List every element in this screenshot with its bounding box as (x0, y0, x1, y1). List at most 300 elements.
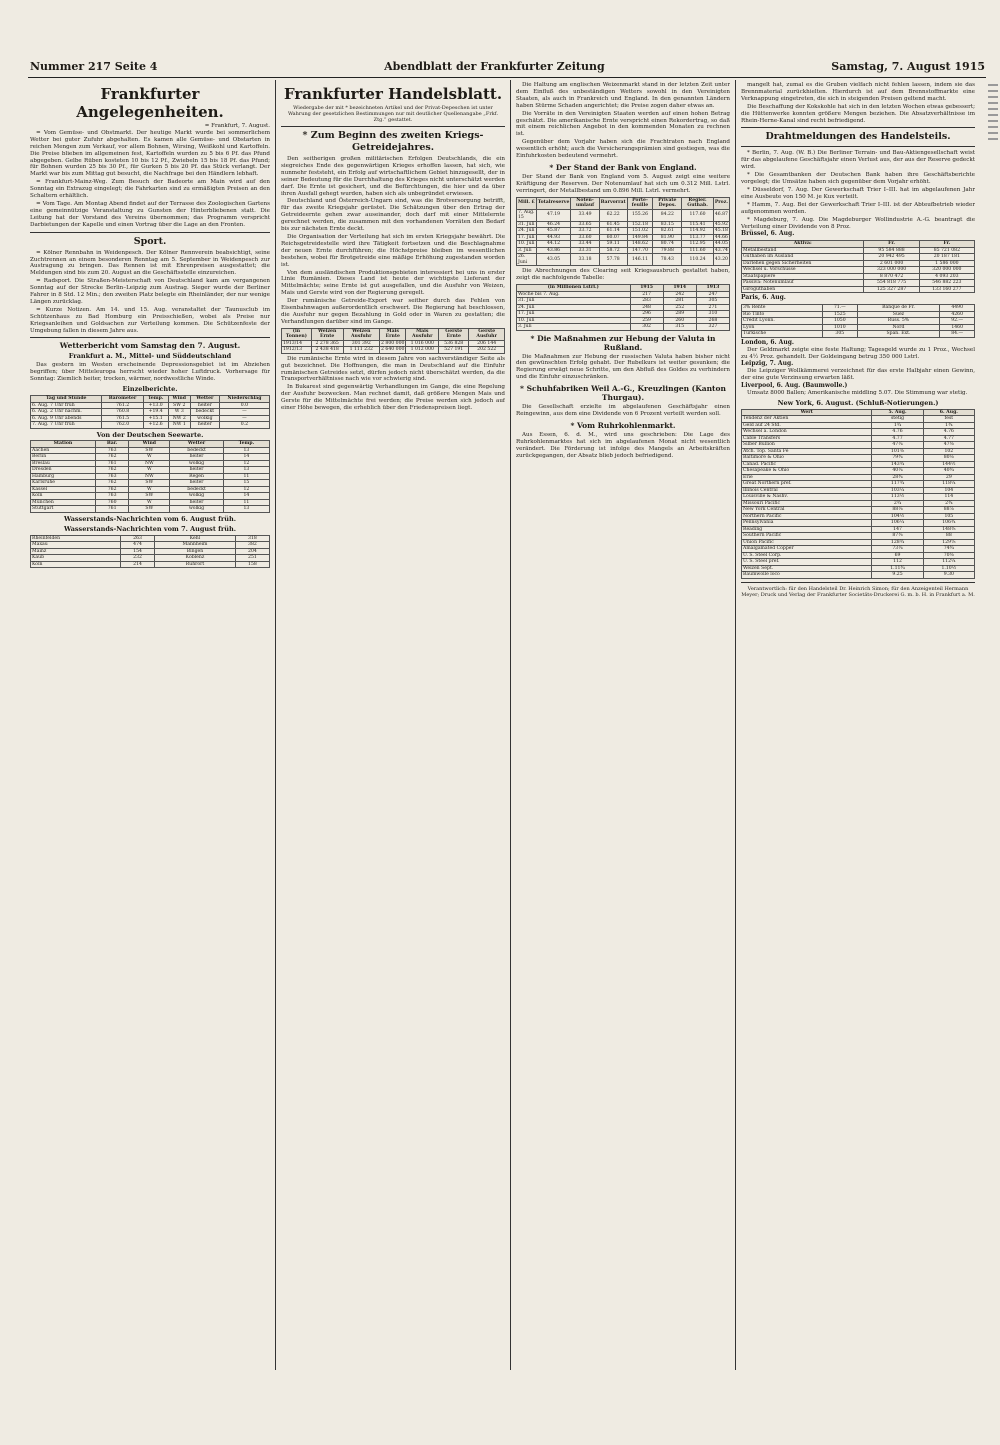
section-title: Drahtmeldungen des Handelsteils. (765, 131, 951, 143)
table-cell: 1.10½ (923, 565, 974, 572)
table-cell: 762 (95, 486, 129, 493)
table-cell: 29 (923, 474, 974, 481)
header-cell: Totalreserve (536, 197, 571, 209)
table-cell: 57.78 (599, 254, 627, 266)
table-cell: 323 000 000 (864, 267, 919, 274)
table-cell: Southern Pacific (742, 533, 872, 540)
table-cell: 144½ (923, 461, 974, 468)
header-cell: 6. Aug. (923, 409, 974, 416)
paragraph: Der Stand der Bank von England vom 5. August zeigt eine weitere Kräftigung der Reserven. Der Notenumlauf hat sich um 0.312 Mill. Lstrl. verringert, der Metallbestand um 0.896 Mill. Lstrl. vermehrt. (516, 173, 730, 194)
table-cell: 148⅜ (923, 526, 974, 533)
table-cell: 760 (95, 499, 129, 506)
paragraph: = Kölner Rennbahn in Weidenpesch. Der Kölner Rennverein beabsichtigt, seine Zuchtrennen an einem besonderen Renntag am 5. September in Weidenpesch zur Austragung zu bringen. Das Rennen ist mit Ehrenpreisen ausgestattet; die Meldungen sind bis zum 20. August an die Geschäftsstelle einzureichen. (30, 249, 270, 277)
table-cell: +15.1 (143, 415, 168, 422)
table-cell: Passiva: Notenumlauf (742, 280, 864, 287)
table-cell: W (129, 486, 170, 493)
table-cell: Tendenz der Aktien (742, 416, 872, 423)
header-cell: Station (31, 441, 96, 448)
table-cell: 7. Aug. 15 (518, 209, 535, 221)
table-cell: wolkig (170, 506, 224, 513)
table-cell: 271 (696, 304, 729, 311)
table-cell: 114.92 (682, 228, 713, 235)
table-cell: W (129, 454, 170, 461)
table-cell: 20 942 495 (864, 254, 919, 261)
table-cell: 45.87 (536, 228, 571, 235)
table-row (742, 331, 975, 338)
paper-title: Abendblatt der Frankfurter Zeitung (384, 59, 605, 73)
paragraph: Von dem ausländischen Produktionsgebieten interessiert bei uns in erster Linie Rumänien. Dieses Land ist heute der wichtigste Lieferant der Mittelmächte; seine Ernte ist gut ausgefallen, und die Ausfuhr von Weizen, Mais und Gerste wird von der Regierung geregelt. (281, 269, 505, 297)
table-cell: 214 (121, 561, 155, 568)
dateline: = Frankfurt, 7. August. (204, 123, 270, 129)
header-cell: Mais Ausfuhr (406, 328, 439, 340)
table-cell: 3. Juli (517, 247, 537, 254)
table-cell: 24. Juli (518, 228, 535, 234)
header-cell: Temp. (223, 441, 269, 448)
table-cell: Rheinfelden (31, 535, 121, 542)
table-cell: SW (129, 447, 170, 454)
table-cell: Silber Bullion (742, 442, 872, 449)
table-cell: 232 (121, 555, 155, 562)
table-cell: 20 187 181 (919, 254, 974, 261)
divider (741, 582, 975, 583)
table-cell: 113½ (872, 494, 923, 501)
header-cell: 5. Aug. (872, 409, 923, 416)
header-cell: Weizen Ernte (311, 328, 343, 340)
table-cell: 4.77 (923, 435, 974, 442)
table-cell: 105 (923, 513, 974, 520)
table-cell: 1 012 000 (406, 347, 439, 354)
table-cell: 114 (923, 494, 974, 501)
table-cell: 1 586 000 (919, 260, 974, 267)
table-cell: 6. Aug. 7 Uhr früh (31, 402, 102, 409)
paragraph: * Die Gesamtbanken der Deutschen Bank haben ihre Geschäftsberichte vorgelegt; die Umsätze haben sich gegenüber dem Vorjahr erhöht. (741, 172, 975, 186)
table-cell: Great Northern pref. (742, 481, 872, 488)
table-cell: Kassel (31, 486, 96, 493)
paragraph: * Düsseldorf, 7. Aug. Der Gewerkschaft Trier I–III. hat im abgelaufenen Jahr eine Ausbeute von 150 M. je Kux verteilt. (741, 186, 975, 200)
table-cell: 762 (95, 467, 129, 474)
section-title: Frankfurter Angelegenheiten. (76, 85, 224, 121)
divider (741, 146, 975, 147)
paragraph: Gegenüber dem Vorjahr haben sich die Frachtraten nach England wesentlich erhöht; auch die Versicherungsprämien sind gestiegen, was die Einfuhrkosten bedeutend vermehrt. (516, 139, 730, 160)
subsection-title: Liverpool, 6. Aug. (Baumwolle.) (741, 382, 848, 390)
table-cell: Missouri Pacific (742, 500, 872, 507)
table-cell: 242 (663, 291, 696, 298)
table-cell: 15 (223, 480, 269, 487)
table-cell: 125 327 287 (864, 286, 919, 293)
table-cell: 146.11 (627, 254, 653, 266)
table-cell: 318 (235, 535, 269, 542)
table-cell: 3. Juli (517, 324, 631, 331)
table-cell: 102 (923, 448, 974, 455)
table-cell: 26. Juni (517, 254, 537, 266)
table-row (517, 209, 730, 221)
table-cell: 88 (923, 533, 974, 540)
table-cell: 88⅞ (923, 507, 974, 514)
table-cell: 133 160 277 (919, 286, 974, 293)
table-cell: 78.43 (653, 254, 682, 266)
header-cell: Wind (129, 441, 170, 448)
table-cell: NW (129, 473, 170, 480)
table-cell: 81.90 (653, 234, 682, 241)
table-cell: 80.74 (653, 241, 682, 248)
header-cell: Wetter (170, 441, 224, 448)
header-cell: Niederschlag (219, 396, 269, 403)
table-cell: 84.22 (653, 209, 682, 221)
header-cell: Gerste Ausfuhr (469, 328, 505, 340)
table-cell: 305 (822, 331, 857, 338)
table-cell: 760.8 (102, 409, 143, 416)
table-cell: 1460 (940, 324, 975, 331)
paragraph: Deutschland und Österreich-Ungarn sind, was die Brotversorgung betrifft, für das zweite Kriegsjahr gerüstet. Die Schätzungen über den Ertrag der Getreideernte gehen zwar auseinander, doch darf mit einer Mittelernte gerechnet werden, die zusammen mit den vorhandenen Vorräten den Bedarf bis zur nächsten Ernte deckt. (281, 198, 505, 233)
table-cell: 45.92 (714, 221, 728, 227)
paragraph: In Bukarest sind gegenwärtig Verhandlungen im Gange, die eine Regelung der Ausfuhr bezwecken. Man rechnet damit, daß größere Mengen Mais und Gerste für die Mittelmächte frei werden; die Preise werden sich jedoch auf einer Höhe bewegen, die erheblich über den Friedenspreisen liegt. (281, 384, 505, 412)
table-cell: 2 438 418 (311, 347, 343, 354)
table-cell: — (219, 409, 269, 416)
table-cell: 45.18 (714, 228, 728, 234)
table-cell: 1.11¾ (872, 565, 923, 572)
table-cell: +19.4 (143, 409, 168, 416)
table-cell: 762 (95, 480, 129, 487)
table-cell: 11 (223, 499, 269, 506)
paragraph: Die Leipziger Wollkämmerei verzeichnet für das erste Halbjahr einen Gewinn, der eine gute Verzinsung erwarten läßt. (741, 368, 975, 382)
divider (741, 127, 975, 128)
table-cell: 762 (95, 454, 129, 461)
paragraph: = Vom Tage. Am Montag Abend findet auf der Terrasse des Zoologischen Gartens eine gemeinnützige Veranstaltung zu Gunsten der Hinterbliebenen statt. Die Leitung hat der Vorstand des Vereins übernommen; das Programm verspricht Darbietungen der Kapelle und einen Vortrag über die Lage an den Fronten. (30, 200, 270, 228)
table-cell: U. S. Steel pref. (742, 559, 872, 566)
header-cell: 1914 (663, 285, 696, 292)
table-cell: Cable Transfers (742, 435, 872, 442)
table-cell: heiter (190, 422, 219, 429)
table-cell: 112 (872, 559, 923, 566)
table-cell: 289 (663, 311, 696, 318)
table-cell: 43.74 (714, 247, 728, 253)
table-cell: 761.5 (102, 415, 143, 422)
table-cell: 87⅜ (872, 533, 923, 540)
table-cell: 113.77 (682, 234, 713, 241)
table-cell: 536 828 (439, 340, 469, 347)
table-cell: 259 (630, 317, 663, 324)
table-cell: 80⅛ (923, 455, 974, 462)
table-cell: 763 (95, 493, 129, 500)
divider (281, 126, 505, 127)
table-cell: 104½ (872, 513, 923, 520)
table-cell: 83.15 (653, 221, 682, 228)
table-cell: 4 093 203 (919, 273, 974, 280)
table-cell: 31. Juli (518, 221, 535, 227)
table-cell: 31. Juli (517, 298, 631, 305)
table-title: Einzelberichte. (122, 385, 178, 394)
table-cell: 247 (696, 291, 729, 298)
table-cell: 12 (223, 460, 269, 467)
harvest-table (281, 328, 505, 354)
header-cell: Barometer (102, 396, 143, 403)
table-cell: 11 (223, 473, 269, 480)
bank-of-england-table (516, 197, 730, 267)
table-row (31, 422, 270, 429)
table-cell: 2 640 000 (381, 347, 405, 353)
paragraph: Die Beschaffung der Kokskohle hat sich in den letzten Wochen etwas gebessert; die Hüttenwerke konnten größere Mengen beziehen. Die Absatzverhältnisse im Rhein-Herne-Kanal sind recht befriedigend. (741, 103, 975, 124)
table-cell: NW 2 (168, 415, 190, 422)
column-rule (735, 80, 736, 1370)
table-cell: 112.95 (682, 241, 713, 248)
paragraph: Die Haltung am englischen Weizenmarkt stand in der letzten Zeit unter dem Einfluß des unbeständigen Wetters sowohl in den Vereinigten Staaten, als auch in Frankreich und England. In den genannten Ländern haben Stürme Schaden angerichtet; die Preise zogen daher etwas an. (516, 82, 730, 109)
table-cell: 281 (663, 298, 696, 305)
header-cell: Wert (742, 409, 872, 416)
table-cell: 147 (872, 526, 923, 533)
water-level-table (30, 535, 270, 569)
table-cell: 0.0 (219, 402, 269, 409)
table-cell: 1913/14 (282, 340, 312, 347)
brussels-bank-table (741, 240, 975, 293)
table-cell: 106¼ (872, 520, 923, 527)
table-cell: 9.30 (923, 572, 974, 579)
header-cell: Proz. (713, 197, 729, 209)
table-cell: 8 870 472 (864, 273, 919, 280)
table-cell: 82.61 (653, 228, 682, 235)
header-rule (28, 77, 986, 78)
article-title: * Der Stand der Bank von England. (549, 162, 697, 172)
table-cell: 13 (223, 506, 269, 513)
table-cell: 1010 (822, 324, 857, 331)
header-cell: (in Millionen Lstrl.) (517, 285, 631, 292)
table-cell: 554 818 775 (864, 280, 919, 287)
table-cell: 263 (121, 535, 155, 542)
paragraph: Die Organisation der Verteilung hat sich im ersten Kriegsjahr bewährt. Die Reichsgetreidestelle wird ihre Tätigkeit fortsetzen und die Beschlagnahme der neuen Ernte durchführen; die Höchstpreise bleiben im wesentlichen bestehen, wobei für Brotgetreide eine mäßige Erhöhung zugestanden worden ist. (281, 233, 505, 268)
table-cell: 92.— (940, 318, 975, 325)
seewarte-table (30, 440, 270, 513)
table-title: Von der Deutschen Seewarte. (96, 430, 204, 439)
table-cell: 154 (121, 548, 155, 555)
table-cell: 1912/13 (282, 347, 312, 354)
paragraph: Die Vorräte in den Vereinigten Staaten werden auf einen hohen Betrag geschätzt. Die amerikanische Ernte verspricht einen Rekordertrag, so daß mit einem reichlichen Angebot in den kommenden Monaten zu rechnen ist. (516, 110, 730, 138)
table-cell: 85 721 082 (919, 247, 974, 254)
table-cell: 59.11 (599, 241, 627, 248)
table-cell: 4.76 (923, 429, 974, 436)
section-title: Sport. (133, 235, 167, 247)
table-cell: 61.45 (599, 221, 627, 228)
table-cell: 761 (95, 460, 129, 467)
table-cell: München (31, 499, 96, 506)
paragraph: Der rumänische Getreide-Export war seither durch das Fehlen von Eisenbahnwagen außerordentlich erschwert. Die Regierung hat beschlossen, die Ausfuhr nur gegen Bezahlung in Gold oder in Waren zu gestatten; die Verhandlungen darüber sind im Gange. (281, 298, 505, 325)
header-cell: Wetter (190, 396, 219, 403)
table-cell: 24. Juli (517, 304, 631, 311)
table-cell: 33.65 (571, 221, 599, 228)
paragraph: Umsatz 8000 Ballen; Amerikanische middling 5.07. Die Stimmung war stetig. (747, 390, 968, 397)
table-cell: Kehl (155, 535, 236, 542)
table-cell: Berlin (31, 454, 96, 461)
table-cell: Atch. Top. Santa Fé (742, 448, 872, 455)
table-cell: Russ. 5% (857, 318, 940, 325)
table-cell: 17. Juli (517, 311, 631, 318)
table-cell: 46.24 (536, 221, 571, 228)
table-cell: Aachen (31, 447, 96, 454)
table-cell: 33.72 (571, 228, 599, 235)
table-cell: Bingen (155, 548, 236, 555)
table-cell: 33.31 (571, 247, 599, 254)
table-cell: 2 800 000 (381, 340, 405, 346)
table-cell: Nord (857, 324, 940, 331)
table-cell: 110.24 (682, 254, 713, 266)
paragraph: = Frankfurt-Mainz-Weg. Zum Besuch der Badeorte am Main wird auf den Sonntag ein Extrazug eingelegt; die Fahrkarten sind zu ermäßigten Preisen an den Schaltern erhältlich. (30, 179, 270, 200)
table-cell: Rio Tinto (742, 311, 823, 318)
table-cell: 320 000 000 (919, 267, 974, 274)
paragraph: Das gestern im Westen erscheinende Depressionsgebiet ist im Abziehen begriffen; über Mitteleuropa herrscht wieder hoher Luftdruck. Vorhersage für Sonntag: Ziemlich heiter, trocken, wärmer, nordwestliche Winde. (30, 362, 270, 383)
table-cell: heiter (190, 402, 219, 409)
table-row (742, 572, 975, 579)
table-header-row (517, 197, 730, 209)
header-cell: Barvorrat (599, 197, 627, 209)
table-cell: 546 882 223 (919, 280, 974, 287)
table-cell: bedeckt (170, 486, 224, 493)
table-cell: SW (129, 506, 170, 513)
table-cell: stetig (872, 416, 923, 423)
header-cell: (in Tonnen) (282, 328, 312, 340)
table-cell: 33.49 (571, 209, 599, 221)
table-cell: wolkig (170, 493, 224, 500)
header-cell: Mais Ernte (380, 328, 406, 340)
divider (30, 337, 270, 338)
table-cell: Maxau (31, 542, 121, 549)
table-cell: 252 (663, 304, 696, 311)
table-cell: 111.60 (682, 247, 713, 254)
table-cell: 2 278 365 (311, 340, 343, 347)
table-row (282, 347, 505, 354)
table-cell: 117¾ (872, 481, 923, 488)
table-cell: Baltimore & Ohio (742, 455, 872, 462)
subsection-title: Paris, 6. Aug. (741, 294, 786, 302)
table-cell: 4.76 (872, 429, 923, 436)
table-cell: 112¼ (923, 559, 974, 566)
table-cell: Köln (31, 561, 121, 568)
table-cell: 60.07 (599, 234, 627, 241)
table-cell: Lyon (742, 324, 823, 331)
divider (30, 232, 270, 233)
paris-quotes-table (741, 304, 975, 338)
table-cell: 43.86 (536, 247, 571, 254)
table-cell: Woche bis 7. Aug. (517, 291, 631, 298)
table-cell: 106¾ (923, 520, 974, 527)
table-cell: heiter (170, 454, 224, 461)
table-cell: 1¾ (923, 422, 974, 429)
table-cell: fest (923, 416, 974, 423)
clearing-table (516, 284, 730, 331)
table-cell: 305 (696, 298, 729, 305)
table-cell: 71.— (822, 305, 857, 312)
table-cell: 204 (235, 548, 269, 555)
table-row (31, 561, 270, 568)
table-cell: Union Pacific (742, 539, 872, 546)
header-cell: Fr. (919, 241, 974, 248)
table-cell: Northern Pacific (742, 513, 872, 520)
header-cell: Fr. (864, 241, 919, 248)
table-cell: 1¾ (872, 422, 923, 429)
facing-page-edge (986, 80, 1000, 1380)
header-cell: Aktiva: (742, 241, 864, 248)
table-cell: 202 522 (469, 347, 505, 354)
header-cell: Private Depos. (653, 197, 682, 209)
table-cell: 14 (223, 454, 269, 461)
table-cell: 4.77 (872, 435, 923, 442)
table-cell: 2¾ (872, 500, 923, 507)
table-cell: 149.84 (627, 234, 653, 241)
table-cell: 251 (235, 555, 269, 562)
table-cell: +12.6 (143, 422, 168, 429)
article-title: * Die Maßnahmen zur Hebung der Valuta in Rußland. (530, 333, 716, 352)
table-title: Wasserstands-Nachrichten vom 6. August früh. (63, 514, 237, 523)
table-cell: Metallbestand (742, 247, 864, 254)
table-cell: Breslau (31, 460, 96, 467)
table-cell: 44.66 (714, 234, 728, 240)
paragraph: Die rumänische Ernte wird in diesem Jahre von sachverständiger Seite als gut bezeichnet. Die Hoffnungen, die man in Deutschland auf die Einfuhr rumänischen Getreides setzt, dürfen jedoch nicht überschätzt werden, da die Transportverhältnisse nach wie vor schwierig sind. (281, 355, 505, 383)
paragraph: Der Geldmarkt zeigte eine feste Haltung; Tagesgeld wurde zu 1 Proz., Wechsel zu 4½ Proz. gehandelt. Der Goldeingang betrug 350 000 Lstrl. (741, 346, 975, 360)
header-cell: Weizen Ausfuhr (343, 328, 380, 340)
article-title: * Zum Beginn des zweiten Kriegs-Getreidejahres. (302, 130, 484, 153)
table-cell: 217 (630, 291, 663, 298)
column-commerce (281, 82, 505, 1372)
table-cell: Louisville & Nashv. (742, 494, 872, 501)
table-header-row (31, 396, 270, 403)
table-cell: 10. Juli (517, 317, 631, 324)
paragraph: * Hamm, 7. Aug. Bei der Gewerkschaft Trier I–III. ist der Abteufbetrieb wieder aufgenommen worden. (741, 201, 975, 215)
table-cell: 7. Aug. 7 Uhr früh (31, 422, 102, 429)
header-cell: Wind (168, 396, 190, 403)
table-cell: Guthaben im Ausland (742, 254, 864, 261)
table-cell: — (219, 415, 269, 422)
paragraph: Die Gesellschaft erzielte im abgelaufenen Geschäftsjahr einen Reingewinn, aus dem eine Dividende von 6 Prozent verteilt werden soll. (516, 404, 730, 418)
column-local-news (30, 82, 270, 1372)
paragraph: Aus Essen, 6. d. M., wird uns geschrieben: Die Lage des Ruhrkohlenmarktes hat sich im abgelaufenen Monat nicht wesentlich verändert. Die Förderung ist infolge des Mangels an Arbeitskräften zurückgegangen, der Absatz blieb jedoch befriedigend. (516, 431, 730, 459)
page-number: Nummer 217 Seite 4 (30, 59, 158, 73)
table-cell: 762.0 (102, 422, 143, 429)
table-cell: 382 (235, 542, 269, 549)
table-cell: 47.19 (536, 209, 571, 221)
table-cell: 763 (95, 473, 129, 480)
issue-date: Samstag, 7. August 1915 (831, 59, 985, 73)
paragraph: Die Abrechnungen des Clearing seit Kriegsausbruch gestaltet haben, zeigt die nachfolgende Tabelle: (516, 268, 730, 282)
section-note: Wiedergabe der mit * bezeichneten Artikel und der Privat-Depeschen ist unter Wahrung der gesetzlichen Bestimmungen nur mit deutlicher Quellenangabe „Frkf. Ztg.“ gestattet. (287, 105, 499, 123)
table-cell: W (129, 467, 170, 474)
table-cell: 79.88 (653, 247, 682, 254)
table-cell: 763 (95, 447, 129, 454)
table-cell: 761.2 (102, 402, 143, 409)
column-markets (516, 82, 730, 1372)
table-cell: 70⅜ (923, 552, 974, 559)
table-cell: Ruhrort (155, 561, 236, 568)
table-cell: 13 (223, 467, 269, 474)
table-cell: 44.12 (536, 241, 571, 248)
subsection-title: London, 6. Aug. (741, 338, 794, 346)
table-cell: 88⅛ (872, 507, 923, 514)
table-cell: 73¼ (872, 546, 923, 553)
table-cell: 327 (696, 324, 729, 331)
table-cell: 17. Juli (518, 234, 535, 240)
paragraph: Den seitherigen großen militärischen Erfolgen Deutschlands, die ein siegreiches Ende des gegenwärtigen Krieges erhoffen lassen, hat sich, wie nunmehr feststeht, ein Erfolg auf wirtschaftlichem Gebiet hinzugesellt, der in seiner Bedeutung für die Durchhaltung des Krieges nicht unterschätzt werden darf. Die Ernte ist gesichert, und die Befürchtungen, die hier und da über ihren Ausfall gehegt wurden, haben sich als unbegründet erwiesen. (281, 156, 505, 197)
table-cell: 260 (663, 317, 696, 324)
table-cell: 9.25 (872, 572, 923, 579)
table-cell: wolkig (170, 460, 224, 467)
table-cell: 44.05 (714, 241, 728, 247)
table-cell: 248 (630, 304, 663, 311)
page-header (30, 57, 985, 75)
table-cell: 101⅜ (872, 448, 923, 455)
table-cell: Pennsylvania (742, 520, 872, 527)
table-cell: 117.60 (682, 209, 713, 221)
column-rule (275, 80, 276, 1370)
table-cell: 6. Aug. 2 Uhr nachm. (31, 409, 102, 416)
header-cell: Bar. (95, 441, 129, 448)
table-cell: 43.20 (713, 254, 729, 266)
subsection-title: Leipzig, 7. Aug. (741, 360, 794, 368)
